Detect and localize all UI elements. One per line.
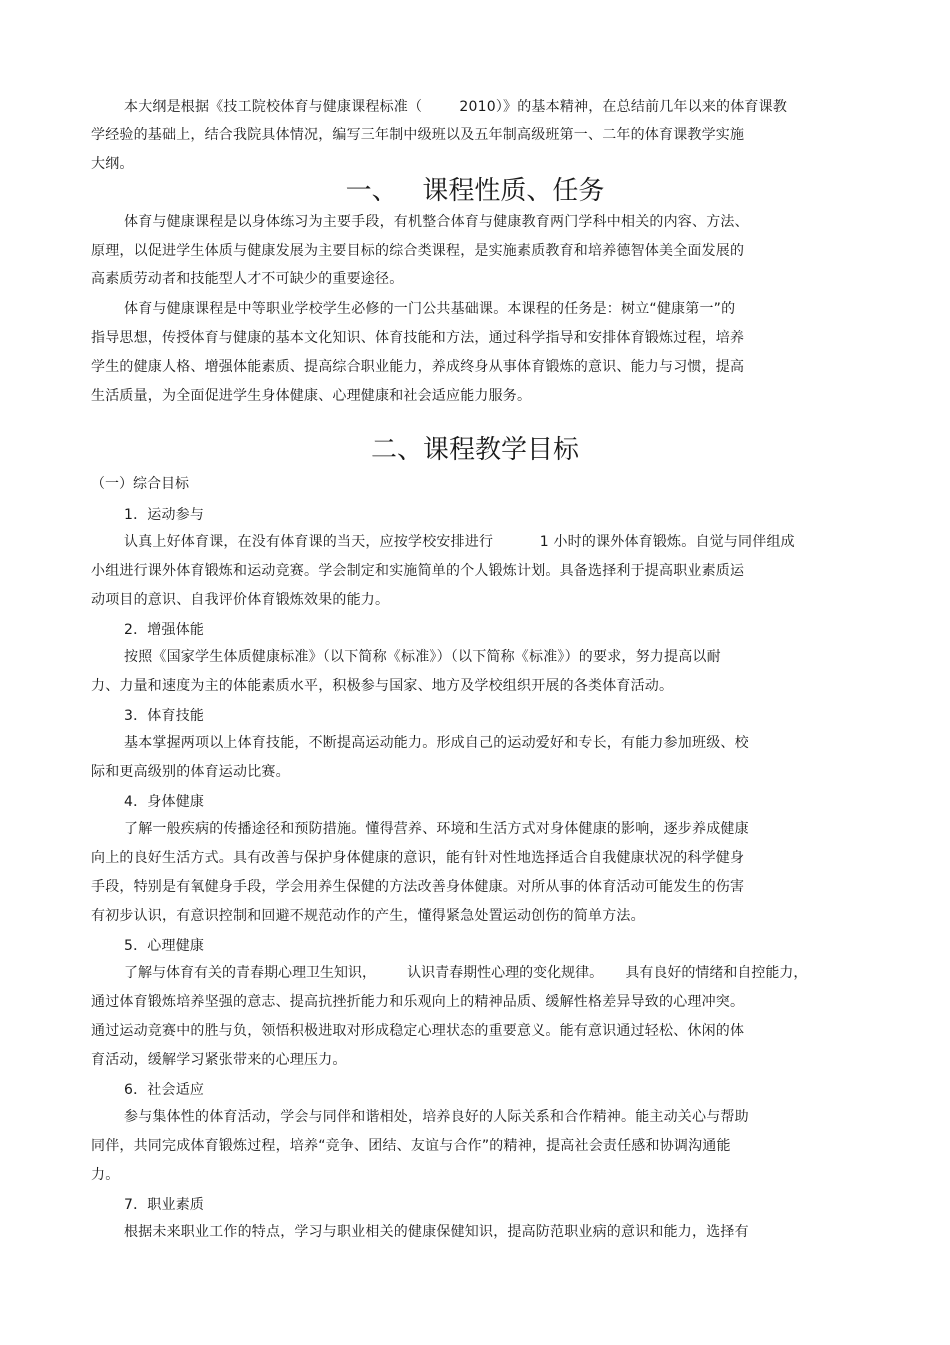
item-6-heading: 6．社会适应 xyxy=(124,1082,205,1098)
item-6-line-3: 力。 xyxy=(91,1167,120,1183)
intro-line-1: 本大纲是根据《技工院校体育与健康课程标准（ 2010）》的基本精神，在总结前几年以来的体育课教 xyxy=(124,99,788,115)
section-2-title: 二、课程教学目标 xyxy=(370,435,579,465)
item-1-line-2: 小组进行课外体育锻炼和运动竞赛。学会制定和实施简单的个人锻炼计划。具备选择利于提高职业素质运 xyxy=(91,563,745,579)
s1-para1-line-1: 体育与健康课程是以身体练习为主要手段，有机整合体育与健康教育两门学科中相关的内容、方法、 xyxy=(124,214,749,230)
item-4-line-4: 有初步认识，有意识控制和回避不规范动作的产生，懂得紧急处置运动创伤的简单方法。 xyxy=(91,908,645,924)
s1-para1-line-3: 高素质劳动者和技能型人才不可缺少的重要途径。 xyxy=(91,271,404,287)
s1-para2-line-1: 体育与健康课程是中等职业学校学生必修的一门公共基础课。本课程的任务是：树立“健康第一”的 xyxy=(124,301,736,317)
s1-para2-line-2: 指导思想，传授体育与健康的基本文化知识、体育技能和方法，通过科学指导和安排体育锻炼过程，培养 xyxy=(91,330,745,346)
item-2-line-2: 力、力量和速度为主的体能素质水平，积极参与国家、地方及学校组织开展的各类体育活动。 xyxy=(91,678,674,694)
item-5-line-4: 育活动，缓解学习紧张带来的心理压力。 xyxy=(91,1052,347,1068)
item-5-heading: 5．心理健康 xyxy=(124,938,205,954)
item-3-line-1: 基本掌握两项以上体育技能，不断提高运动能力。形成自己的运动爱好和专长，有能力参加班级、校 xyxy=(124,735,749,751)
item-5-line-2: 通过体育锻炼培养坚强的意志、提高抗挫折能力和乐观向上的精神品质、缓解性格差异导致的心理冲突。 xyxy=(91,994,745,1010)
item-2-heading: 2．增强体能 xyxy=(124,622,205,638)
item-4-heading: 4．身体健康 xyxy=(124,794,205,810)
item-1-heading: 1．运动参与 xyxy=(124,507,205,523)
item-6-line-2: 同伴，共同完成体育锻炼过程，培养“竞争、团结、友谊与合作”的精神，提高社会责任感和协调沟通能 xyxy=(91,1138,731,1154)
section-2-subtitle: （一）综合目标 xyxy=(91,476,189,492)
intro-line-2: 学经验的基础上，结合我院具体情况，编写三年制中级班以及五年制高级班第一、二年的体育课教学实施 xyxy=(91,127,745,143)
item-5-line-1: 了解与体育有关的青春期心理卫生知识， 认识青春期性心理的变化规律。 具有良好的情绪和自控能力， xyxy=(124,965,808,981)
item-3-line-2: 际和更高级别的体育运动比赛。 xyxy=(91,764,290,780)
intro-line-3: 大纲。 xyxy=(91,156,134,172)
item-3-heading: 3．体育技能 xyxy=(124,708,205,724)
item-7-heading: 7．职业素质 xyxy=(124,1197,205,1213)
section-1-title: 一、 课程性质、任务 xyxy=(345,176,605,206)
item-4-line-2: 向上的良好生活方式。具有改善与保护身体健康的意识，能有针对性地选择适合自我健康状况的科学健身 xyxy=(91,850,745,866)
item-7-line-1: 根据未来职业工作的特点，学习与职业相关的健康保健知识，提高防范职业病的意识和能力，选择有 xyxy=(124,1224,749,1240)
item-1-line-3: 动项目的意识、自我评价体育锻炼效果的能力。 xyxy=(91,592,390,608)
s1-para2-line-4: 生活质量，为全面促进学生身体健康、心理健康和社会适应能力服务。 xyxy=(91,388,532,404)
item-1-line-1: 认真上好体育课，在没有体育课的当天，应按学校安排进行 1 小时的课外体育锻炼。自觉与同伴组成 xyxy=(124,534,795,550)
s1-para2-line-3: 学生的健康人格、增强体能素质、提高综合职业能力，养成终身从事体育锻炼的意识、能力与习惯，提高 xyxy=(91,359,745,375)
s1-para1-line-2: 原理，以促进学生体质与健康发展为主要目标的综合类课程，是实施素质教育和培养德智体美全面发展的 xyxy=(91,243,745,259)
item-2-line-1: 按照《国家学生体质健康标准》（以下简称《标准》）（以下简称《标准》）的要求，努力提高以耐 xyxy=(124,649,721,665)
item-4-line-3: 手段，特别是有氧健身手段，学会用养生保健的方法改善身体健康。对所从事的体育活动可能发生的伤害 xyxy=(91,879,745,895)
item-5-line-3: 通过运动竞赛中的胜与负，领悟积极进取对形成稳定心理状态的重要意义。能有意识通过轻松、休闲的体 xyxy=(91,1023,745,1039)
item-4-line-1: 了解一般疾病的传播途径和预防措施。懂得营养、环境和生活方式对身体健康的影响，逐步养成健康 xyxy=(124,821,749,837)
item-6-line-1: 参与集体性的体育活动，学会与同伴和谐相处，培养良好的人际关系和合作精神。能主动关心与帮助 xyxy=(124,1109,749,1125)
